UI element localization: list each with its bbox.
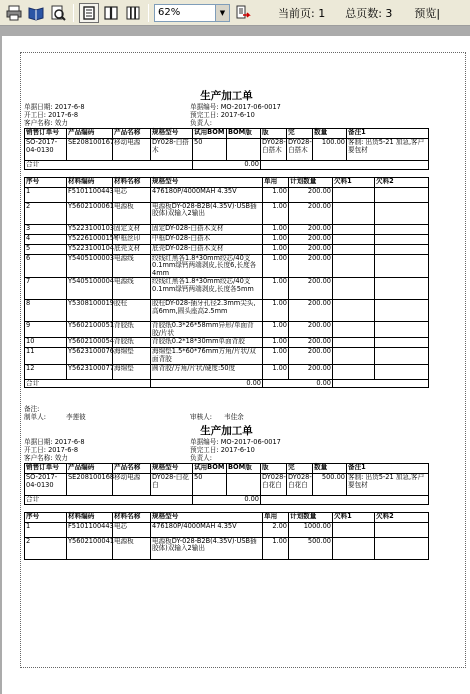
table-cell: Y5405100004 xyxy=(67,278,113,300)
order-header-cell: 版 xyxy=(261,129,287,139)
materials-total-value: 0.00 xyxy=(263,379,333,388)
table-cell xyxy=(333,338,375,348)
table-row xyxy=(25,537,429,559)
order-header-cell: 完 xyxy=(287,464,313,474)
table-cell xyxy=(375,348,429,364)
table-cell xyxy=(375,522,429,537)
footer-remark: 备注: xyxy=(24,405,40,414)
table-cell: 胶柱DY-028-插牙孔径2.3mm尖头,高6mm,圆头座高2.5mm xyxy=(151,300,263,322)
table-cell xyxy=(333,187,375,202)
report-title: 生产加工单 xyxy=(200,90,253,102)
table-cell: 200.00 xyxy=(289,338,333,348)
table-cell: 12 xyxy=(25,364,67,379)
table-cell xyxy=(333,300,375,322)
table-cell: 200.00 xyxy=(289,224,333,234)
order-header-cell: 销售订单号 xyxy=(25,129,67,139)
table-cell xyxy=(375,537,429,559)
table-cell: 1.00 xyxy=(263,348,289,364)
table-cell: Y5405100003 xyxy=(67,254,113,278)
footer-signatures xyxy=(24,414,429,422)
table-cell: 9 xyxy=(25,322,67,338)
table-cell: 圆背胶/方角/片状/硬度:50度 xyxy=(151,364,263,379)
table-cell: 海绵垫 xyxy=(113,364,151,379)
order-cell: DY028-白花白 xyxy=(287,474,313,496)
table-gap xyxy=(24,505,429,512)
table-cell: 500.00 xyxy=(289,537,333,559)
materials-total-empty xyxy=(333,379,429,388)
materials-header-cell: 计划数量 xyxy=(289,512,333,522)
table-cell: 11 xyxy=(25,348,67,364)
table-cell: 电芯 xyxy=(113,522,151,537)
info-date: 单据日期: 2017-6-8 xyxy=(24,103,85,111)
table-cell: 1 xyxy=(25,522,67,537)
table-row xyxy=(25,244,429,254)
table-cell: Y5308100019 xyxy=(67,300,113,322)
info-customer: 客户名称: 效力 xyxy=(24,454,68,463)
order-total-empty xyxy=(261,496,429,505)
table-cell xyxy=(375,244,429,254)
order-cell: SE208100168 xyxy=(67,474,113,496)
materials-body xyxy=(25,522,429,559)
materials-header-cell: 规格型号 xyxy=(151,512,263,522)
table-cell: 1000.00 xyxy=(289,522,333,537)
table-cell: Y5602100051 xyxy=(67,322,113,338)
order-cell: SO-2017-04-0130 xyxy=(25,139,67,161)
order-header-cell: 销售订单号 xyxy=(25,464,67,474)
info-customer: 客户名称: 效力 xyxy=(24,119,68,127)
order-cell: 50 xyxy=(193,474,227,496)
materials-header-cell: 欠料1 xyxy=(333,512,375,522)
table-cell xyxy=(333,348,375,364)
materials-header-row xyxy=(25,177,429,187)
table-cell: 10 xyxy=(25,338,67,348)
table-cell: 1.00 xyxy=(263,537,289,559)
report-sheet xyxy=(24,90,429,560)
table-cell xyxy=(375,224,429,234)
table-cell: 5 xyxy=(25,244,67,254)
table-cell: 200.00 xyxy=(289,202,333,224)
materials-header-cell: 欠料2 xyxy=(375,512,429,522)
table-cell: Y5602100054 xyxy=(67,338,113,348)
toolbar-separator xyxy=(148,4,149,22)
toolbar-separator xyxy=(73,4,74,22)
order-cell: 100.00 xyxy=(313,139,347,161)
table-cell: Y5623100077 xyxy=(67,364,113,379)
order-header-cell: 产品编码 xyxy=(67,129,113,139)
table-cell: F5101100443 xyxy=(67,522,113,537)
materials-header-cell: 单用 xyxy=(263,177,289,187)
materials-table-2 xyxy=(24,512,429,560)
current-page-label: 当前页: 1 xyxy=(278,6,326,20)
report-title-2: 生产加工单 xyxy=(200,425,253,438)
table-cell: 电芯 xyxy=(113,187,151,202)
table-cell: 电源线 xyxy=(113,278,151,300)
order-table xyxy=(24,128,429,170)
order-total-empty xyxy=(261,161,429,170)
table-cell: 1.00 xyxy=(263,338,289,348)
materials-header-cell: 欠料1 xyxy=(333,177,375,187)
materials-total-value: 0.00 xyxy=(151,379,263,388)
table-cell: 1.00 xyxy=(263,187,289,202)
export-icon[interactable] xyxy=(232,3,252,23)
order-row xyxy=(25,139,429,161)
order-header-cell: 备注1 xyxy=(347,464,429,474)
info-date: 单据日期: 2017-6-8 xyxy=(24,438,85,447)
table-cell: 200.00 xyxy=(289,244,333,254)
materials-header-cell: 材料编码 xyxy=(67,512,113,522)
order-total-label: 合计 xyxy=(25,496,193,505)
table-cell xyxy=(375,322,429,338)
table-cell: 200.00 xyxy=(289,187,333,202)
order-header-cell: 产品编码 xyxy=(67,464,113,474)
table-cell: 1.00 xyxy=(263,244,289,254)
table-cell xyxy=(333,224,375,234)
order-header-row xyxy=(25,129,429,139)
table-cell: Y5226100015Y xyxy=(67,234,113,244)
table-row xyxy=(25,202,429,224)
table-cell: 2 xyxy=(25,537,67,559)
single-page-icon[interactable] xyxy=(79,3,99,23)
order-cell xyxy=(227,139,261,161)
table-cell: 200.00 xyxy=(289,278,333,300)
materials-header-cell: 材料编码 xyxy=(67,177,113,187)
table-cell: 中框DY-028-白搭木 xyxy=(151,234,263,244)
toolbar xyxy=(0,0,470,26)
order-header-cell: BOM版 xyxy=(227,129,261,139)
table-cell: Y5623100076 xyxy=(67,348,113,364)
materials-header-cell: 计划数量 xyxy=(289,177,333,187)
table-cell: 背胶纸0.2*18*30mm单面背胶 xyxy=(151,338,263,348)
table-cell: 电源线 xyxy=(113,254,151,278)
order-row xyxy=(25,474,429,496)
table-cell xyxy=(333,244,375,254)
table-cell xyxy=(333,202,375,224)
table-cell: 电源板 xyxy=(113,202,151,224)
table-cell: 固定DY-028-白搭木支材 xyxy=(151,224,263,234)
table-cell: 200.00 xyxy=(289,300,333,322)
info-owner: 负责人: xyxy=(190,119,213,127)
report-info-2 xyxy=(24,439,429,463)
table-cell: 底壳支材 xyxy=(113,244,151,254)
order-cell: SO-2017-04-0130 xyxy=(25,474,67,496)
order-total-value: 0.00 xyxy=(193,161,261,170)
table-cell: 6 xyxy=(25,254,67,278)
order-cell: 移动电源 xyxy=(113,474,151,496)
order-header-cell: 规格型号 xyxy=(151,129,193,139)
table-cell: 3 xyxy=(25,224,67,234)
table-cell: 绞线红黑各1.8*30mm绞芯/40支0.1mm绿钙两端剥皮,长度6,长度各4mm xyxy=(151,254,263,278)
order-total-value: 0.00 xyxy=(193,496,261,505)
table-cell: 4 xyxy=(25,234,67,244)
order-cell: DY028-白搭木 xyxy=(261,139,287,161)
order-header-cell: 数量 xyxy=(313,464,347,474)
table-row xyxy=(25,364,429,379)
order-header-cell: 备注1 xyxy=(347,129,429,139)
report-info xyxy=(24,104,429,128)
materials-header-row xyxy=(25,512,429,522)
table-cell: 固定支材 xyxy=(113,224,151,234)
materials-header-cell: 材料名称 xyxy=(113,512,151,522)
table-row xyxy=(25,522,429,537)
table-cell: F5101100443 xyxy=(67,187,113,202)
materials-header-cell: 序号 xyxy=(25,512,67,522)
table-cell: 200.00 xyxy=(289,364,333,379)
table-cell: 胶柱 xyxy=(113,300,151,322)
table-cell xyxy=(375,187,429,202)
materials-table xyxy=(24,177,429,389)
total-pages-label: 总页数: 3 xyxy=(345,6,393,20)
materials-total-label: 合计 xyxy=(25,379,151,388)
info-due-date: 预完工日: 2017-6-10 xyxy=(190,111,255,119)
footer-auditor-name: 韦佳余 xyxy=(224,413,244,422)
book-icon[interactable] xyxy=(26,3,46,23)
order-header-cell: 完 xyxy=(287,129,313,139)
table-cell xyxy=(333,322,375,338)
order-cell: DY028-白搭木 xyxy=(287,139,313,161)
table-cell: Y5602100041 xyxy=(67,537,113,559)
table-cell: 背胶纸 xyxy=(113,338,151,348)
table-row xyxy=(25,348,429,364)
materials-header-cell: 规格型号 xyxy=(151,177,263,187)
table-cell xyxy=(333,364,375,379)
order-table-2 xyxy=(24,463,429,505)
multi-page-icon[interactable] xyxy=(123,3,143,23)
table-cell: 1.00 xyxy=(263,364,289,379)
table-cell: 200.00 xyxy=(289,234,333,244)
order-cell: 500.00 xyxy=(313,474,347,496)
table-cell: 电源板DY-028-B2B(4.35V)·USB插胶体)双输入2输出 xyxy=(151,202,263,224)
info-owner: 负责人: xyxy=(190,454,213,463)
table-cell xyxy=(375,278,429,300)
materials-header-cell: 序号 xyxy=(25,177,67,187)
table-cell: 1.00 xyxy=(263,300,289,322)
info-due-date: 预完工日: 2017-6-10 xyxy=(190,446,255,455)
table-cell: 背胶纸 xyxy=(113,322,151,338)
report-footer xyxy=(24,406,429,422)
info-doc-number: 单据编号: MO-2017-06-0017 xyxy=(190,103,281,111)
order-header-cell: BOM版 xyxy=(227,464,261,474)
table-row xyxy=(25,234,429,244)
table-cell: 1.00 xyxy=(263,224,289,234)
table-cell: 绞线红黑各1.8*30mm绞芯/40支0.1mm绿钙两端剥皮,长度各5mm xyxy=(151,278,263,300)
table-cell xyxy=(333,522,375,537)
table-cell: 1.00 xyxy=(263,234,289,244)
order-total-row xyxy=(25,161,429,170)
table-cell: 200.00 xyxy=(289,254,333,278)
order-cell: 客制: 出货5-21 加急,客户要包材 xyxy=(347,139,429,161)
order-cell: DY028-白搭木 xyxy=(151,139,193,161)
table-cell: 2 xyxy=(25,202,67,224)
zoom-select[interactable] xyxy=(154,4,230,22)
table-cell xyxy=(333,234,375,244)
materials-body xyxy=(25,187,429,379)
two-page-icon[interactable] xyxy=(101,3,121,23)
table-row xyxy=(25,187,429,202)
table-cell xyxy=(375,202,429,224)
table-cell: 7 xyxy=(25,278,67,300)
table-cell xyxy=(375,254,429,278)
table-cell: 海绵垫1.5*60*76mm方角/片状/双面背胶 xyxy=(151,348,263,364)
table-cell xyxy=(333,254,375,278)
order-cell: 移动电源 xyxy=(113,139,151,161)
table-cell xyxy=(375,338,429,348)
table-row xyxy=(25,224,429,234)
table-cell xyxy=(375,300,429,322)
table-cell xyxy=(333,537,375,559)
table-cell: 1.00 xyxy=(263,202,289,224)
order-cell: 50 xyxy=(193,139,227,161)
table-cell: 200.00 xyxy=(289,322,333,338)
table-cell: 电源板DY-028-B2B(4.35V)·USB插胶体)双输入2输出 xyxy=(151,537,263,559)
preview-label: 预览| xyxy=(414,6,441,20)
table-cell: 1.00 xyxy=(263,254,289,278)
materials-header-cell: 欠料2 xyxy=(375,177,429,187)
table-cell: 底壳DY-028-白搭木支材 xyxy=(151,244,263,254)
order-header-cell: 试用BOM xyxy=(193,129,227,139)
table-cell: Y5223100103 xyxy=(67,224,113,234)
table-cell: 2.00 xyxy=(263,522,289,537)
table-gap xyxy=(24,170,429,177)
table-cell xyxy=(375,234,429,244)
table-cell: 1.00 xyxy=(263,278,289,300)
materials-total-row xyxy=(25,379,429,388)
order-cell: DY028-白花白 xyxy=(151,474,193,496)
footer-auditor-label: 审核人: xyxy=(190,413,213,422)
footer-maker-name: 李莲彼 xyxy=(66,413,86,422)
table-cell xyxy=(333,278,375,300)
table-cell: 476180P/4000MAH 4.35V xyxy=(151,187,263,202)
print-icon[interactable] xyxy=(4,3,24,23)
table-row xyxy=(25,278,429,300)
materials-header-cell: 材料名称 xyxy=(113,177,151,187)
table-cell: 海绵垫 xyxy=(113,348,151,364)
footer-maker-label: 制单人: xyxy=(24,413,47,422)
table-cell: 中框丝印 xyxy=(113,234,151,244)
table-cell: 8 xyxy=(25,300,67,322)
table-cell: Y5223100104 xyxy=(67,244,113,254)
table-cell: 476180P/4000MAH 4.35V xyxy=(151,522,263,537)
table-row xyxy=(25,254,429,278)
preview-icon[interactable] xyxy=(48,3,68,23)
order-header-cell: 版 xyxy=(261,464,287,474)
info-doc-number: 单据编号: MO-2017-06-0017 xyxy=(190,438,281,447)
table-cell: 电源板 xyxy=(113,537,151,559)
table-row xyxy=(25,322,429,338)
order-total-row xyxy=(25,496,429,505)
table-cell: 200.00 xyxy=(289,348,333,364)
table-row xyxy=(25,300,429,322)
order-cell xyxy=(227,474,261,496)
order-total-label: 合计 xyxy=(25,161,193,170)
order-header-cell: 产品名称 xyxy=(113,129,151,139)
info-start-date: 开工日: 2017-6-8 xyxy=(24,446,79,455)
order-cell: SE208100167 xyxy=(67,139,113,161)
table-cell: 1 xyxy=(25,187,67,202)
table-cell: 1.00 xyxy=(263,322,289,338)
info-start-date: 开工日: 2017-6-8 xyxy=(24,111,79,119)
table-cell: Y5602100061 xyxy=(67,202,113,224)
order-header-cell: 试用BOM xyxy=(193,464,227,474)
order-cell: 客制: 出货5-21 加急,客户要包材 xyxy=(347,474,429,496)
order-header-cell: 产品名称 xyxy=(113,464,151,474)
order-header-cell: 数量 xyxy=(313,129,347,139)
zoom-value: 62% xyxy=(158,7,181,18)
order-cell: DY028-白花白 xyxy=(261,474,287,496)
order-header-cell: 规格型号 xyxy=(151,464,193,474)
table-cell xyxy=(375,364,429,379)
chevron-down-icon[interactable]: ▼ xyxy=(215,5,229,21)
materials-header-cell: 单用 xyxy=(263,512,289,522)
table-cell: 背胶纸0.3*26*58mm异形/单面背胶/片状 xyxy=(151,322,263,338)
